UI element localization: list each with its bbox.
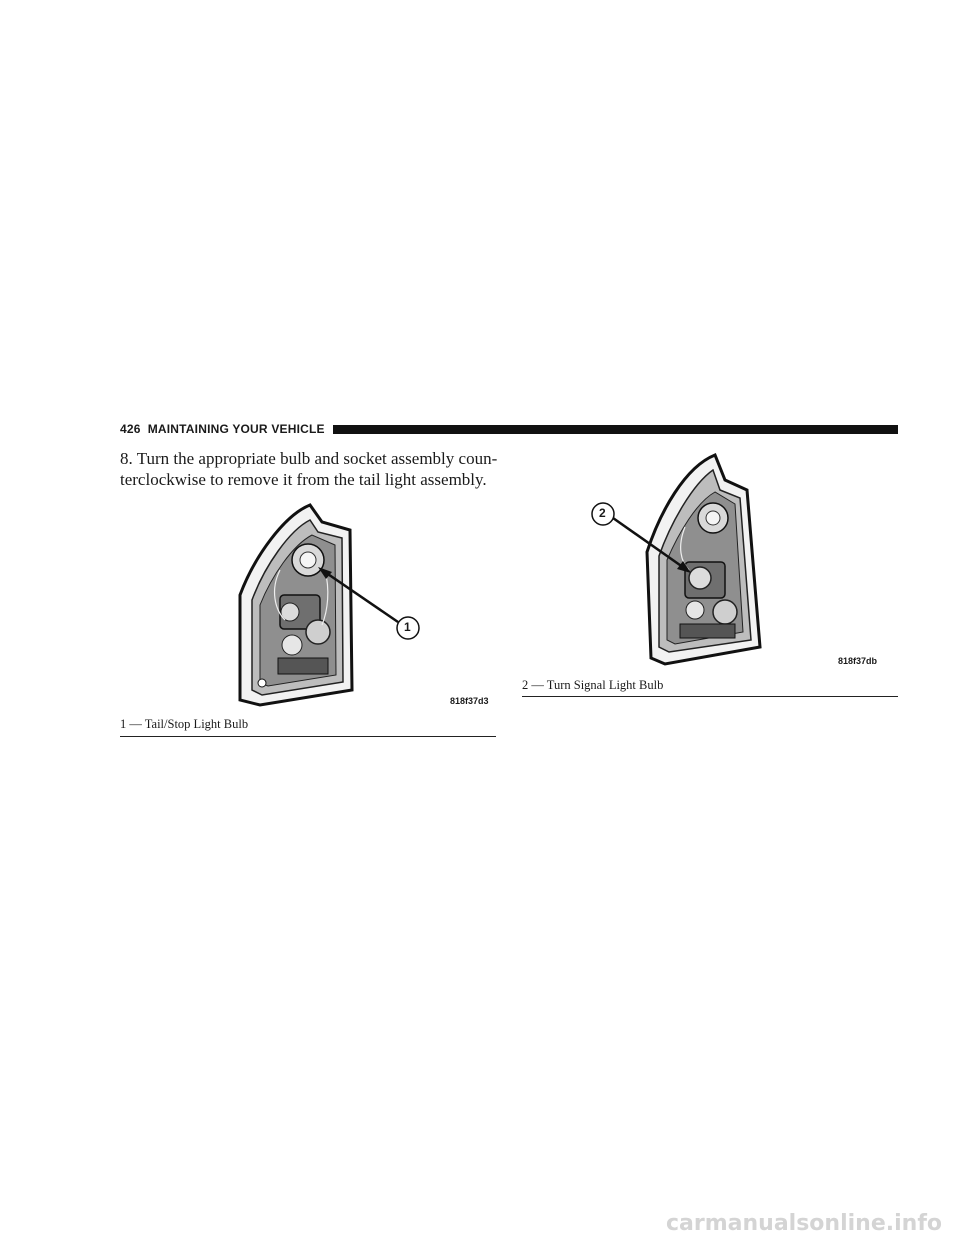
header-rule-bar bbox=[333, 425, 898, 434]
watermark: carmanualsonline.info bbox=[666, 1211, 942, 1236]
page-header-text bbox=[120, 422, 333, 436]
caption-1: 1 — Tail/Stop Light Bulb bbox=[120, 717, 249, 731]
page-number: 426 bbox=[120, 422, 141, 436]
tail-light-illustration-2 bbox=[585, 452, 900, 672]
tail-light-illustration-1 bbox=[230, 500, 500, 710]
caption-rule-2 bbox=[522, 696, 898, 697]
figure-code-2: 818f37db bbox=[838, 656, 878, 666]
page-header bbox=[120, 420, 898, 438]
callout-number-1: 1 bbox=[404, 620, 411, 634]
callout-number-2: 2 bbox=[599, 506, 606, 520]
figure-turn-signal-light bbox=[585, 452, 900, 672]
step-8-paragraph: 8. Turn the appropriate bulb and socket assembly coun- terclockwise to remove it from the tail light assembly. bbox=[120, 449, 498, 489]
caption-2: 2 — Turn Signal Light Bulb bbox=[522, 678, 664, 692]
figure-code-1: 818f37d3 bbox=[450, 696, 489, 706]
section-title: MAINTAINING YOUR VEHICLE bbox=[147, 422, 325, 436]
figure-tail-stop-light bbox=[230, 500, 500, 710]
caption-rule-1 bbox=[120, 736, 496, 737]
